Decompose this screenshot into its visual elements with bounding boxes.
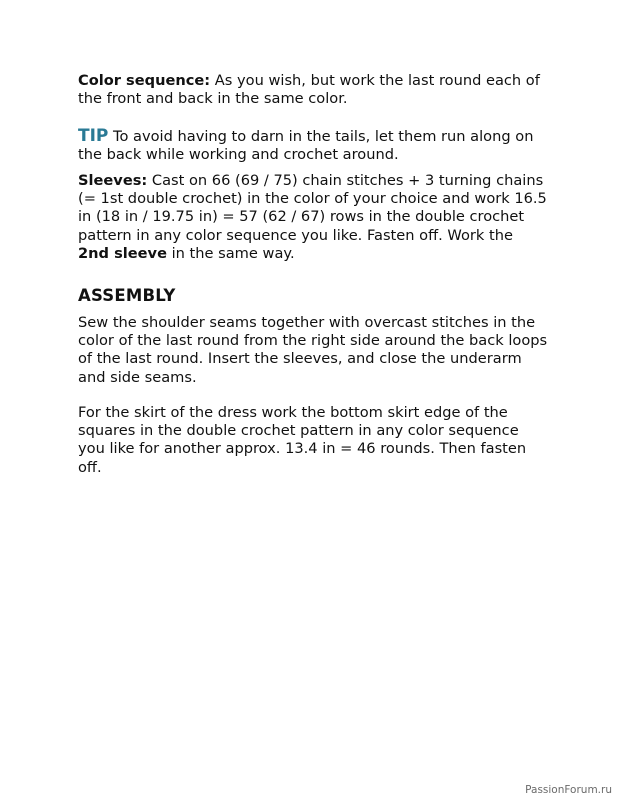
color-sequence-label: Color sequence: <box>78 72 211 89</box>
color-sequence-text: As you wish, but work the last round each of the front and back in the same color. <box>78 72 540 108</box>
assembly-paragraph-2: For the skirt of the dress work the bottom skirt edge of the squares in the double crochet pattern in any color sequence you like for another approx. 13.4 in = 46 rounds. Then fasten off. <box>78 404 527 476</box>
assembly-heading: ASSEMBLY <box>78 286 176 305</box>
sleeves-paragraph <box>78 172 548 263</box>
tip-paragraph <box>78 127 548 164</box>
sleeves-text-after: in the same way. <box>166 244 295 262</box>
watermark: PassionForum.ru <box>525 784 612 796</box>
assembly-paragraph-1: Sew the shoulder seams together with overcast stitches in the color of the last round from the right side around the back loops of the last round. Insert the sleeves, and close the underarm and side seams. <box>78 314 548 386</box>
tip-label: TIP <box>78 126 109 146</box>
sleeves-text-before: Cast on 66 (69 / 75) chain stitches + 3 turning chains (= 1st double crochet) in the color of your choice and work 16.5 in (18 in / 19.75 in) = 57 (62 / 67) rows in the double crochet pattern in any color sequence you like. Fasten off. Work the <box>78 172 547 244</box>
color-sequence-paragraph <box>78 72 548 108</box>
tip-text: To avoid having to darn in the tails, let them run along on the back while working and crochet around. <box>78 128 534 164</box>
sleeves-bold-text: 2nd sleeve <box>78 244 167 262</box>
sleeves-label: Sleeves: <box>78 172 148 189</box>
